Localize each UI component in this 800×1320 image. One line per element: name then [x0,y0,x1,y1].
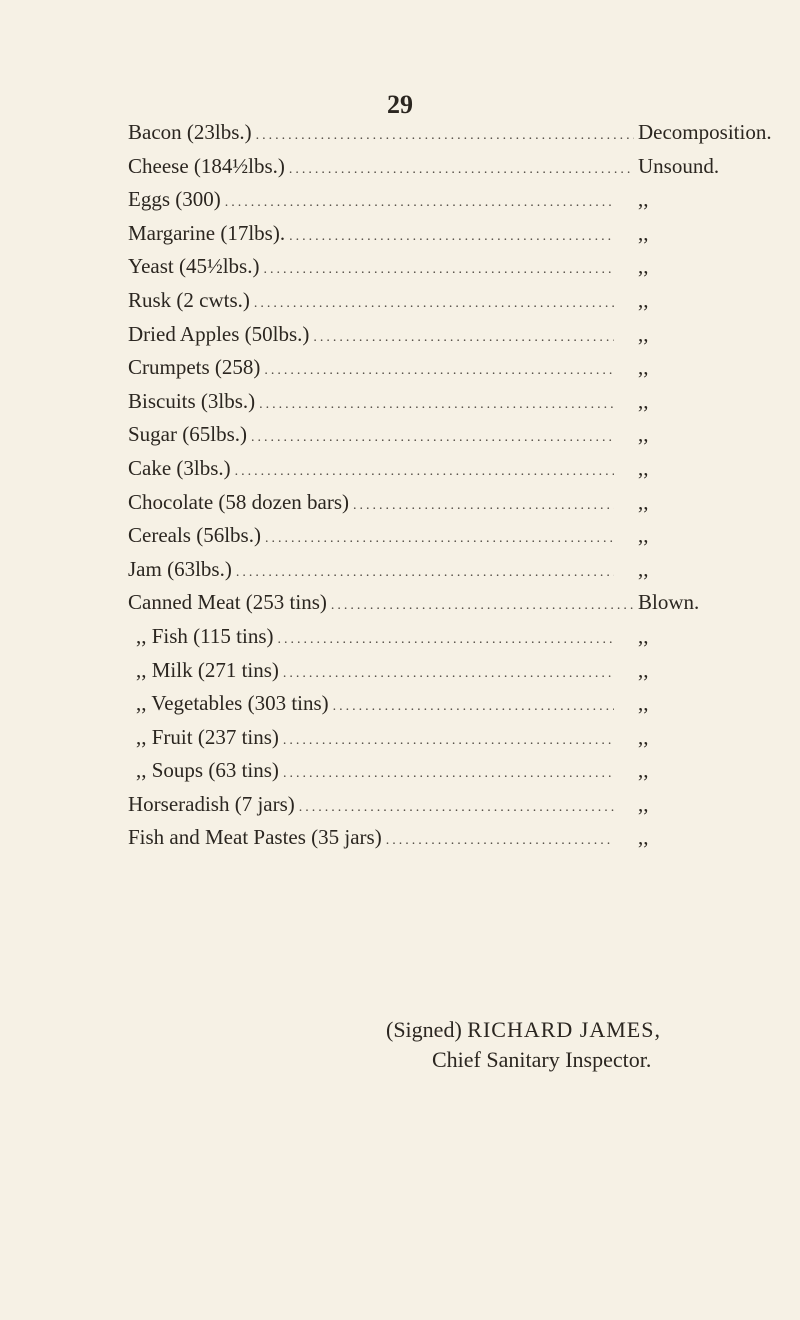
item-status: ,, [638,321,649,346]
item-name: ,, Vegetables (303 tins) [136,691,329,716]
dot-leader [265,531,614,547]
dot-leader [251,430,614,446]
item-name: Cake (3lbs.) [128,455,231,480]
dot-leader [235,464,614,480]
item-status: ,, [638,355,649,380]
item-name: Bacon (23lbs.) [128,120,252,144]
dot-leader [277,632,614,648]
item-status: ,, [638,791,649,816]
item-status: Blown. [638,590,700,615]
dot-leader [236,565,614,581]
item-name: Eggs (300) [128,187,221,212]
item-name: ,, Fruit (237 tins) [136,724,279,749]
item-name: Crumpets (258) [128,355,261,380]
signatory-name: RICHARD JAMES, [467,1017,661,1042]
item-status: ,, [638,758,649,783]
item-name: Biscuits (3lbs.) [128,388,256,413]
item-name: Horseradish (7 jars) [128,791,295,816]
list-item [128,658,788,692]
item-status: ,, [638,388,649,413]
item-name: Canned Meat (253 tins) [128,590,327,615]
page-number: 29 [387,90,413,119]
list-item [128,792,788,826]
list-item [128,322,788,356]
dot-leader [313,330,614,346]
item-name: Yeast (45½lbs.) [128,254,260,279]
dot-leader [333,699,614,715]
item-name: Cereals (56lbs.) [128,523,261,548]
item-status: ,, [638,187,649,212]
item-status: ,, [638,523,649,548]
list-item [128,691,788,725]
item-name: Sugar (65lbs.) [128,422,247,447]
dot-leader [225,195,614,211]
list-item [128,825,788,859]
dot-leader [331,598,634,614]
item-status: Decomposition. [638,120,772,144]
list-item [128,120,788,154]
item-name: Rusk (2 cwts.) [128,287,250,312]
item-status: ,, [638,287,649,312]
list-item [128,254,788,288]
item-name: Fish and Meat Pastes (35 jars) [128,825,382,850]
item-name: ,, Milk (271 tins) [136,657,279,682]
dot-leader [386,833,614,849]
list-item [128,490,788,524]
dot-leader [263,262,614,278]
list-item [128,590,788,624]
item-status: ,, [638,455,649,480]
condemned-foods-list [128,120,788,859]
list-item [128,154,788,188]
dot-leader [259,397,614,413]
item-name: Jam (63lbs.) [128,556,232,581]
list-item [128,758,788,792]
signature-prefix: (Signed) [386,1017,462,1042]
item-status: ,, [638,724,649,749]
signatory-title: Chief Sanitary Inspector. [432,1047,652,1072]
dot-leader [353,498,614,514]
item-status: ,, [638,220,649,245]
item-status: ,, [638,623,649,648]
item-name: Dried Apples (50lbs.) [128,321,310,346]
list-item [128,389,788,423]
list-item [128,422,788,456]
list-item [128,456,788,490]
dot-leader [264,363,614,379]
item-status: ,, [638,691,649,716]
item-status: ,, [638,657,649,682]
item-status: ,, [638,489,649,514]
item-status: ,, [638,556,649,581]
dot-leader [256,128,634,144]
dot-leader [283,766,614,782]
dot-leader [283,666,614,682]
list-item [128,355,788,389]
signature-block [386,1015,661,1075]
item-name: ,, Soups (63 tins) [136,758,279,783]
list-item [128,288,788,322]
dot-leader [289,162,634,178]
item-name: Margarine (17lbs). [128,220,286,245]
dot-leader [299,800,614,816]
item-status: Unsound. [638,153,720,178]
dot-leader [289,229,614,245]
dot-leader [283,733,614,749]
dot-leader [254,296,614,312]
item-status: ,, [638,254,649,279]
list-item [128,187,788,221]
list-item [128,557,788,591]
item-name: Chocolate (58 dozen bars) [128,489,350,514]
list-item [128,725,788,759]
list-item [128,523,788,557]
item-status: ,, [638,825,649,850]
item-name: ,, Fish (115 tins) [136,623,274,648]
signature-line [386,1015,661,1045]
item-name: Cheese (184½lbs.) [128,153,285,178]
item-status: ,, [638,422,649,447]
list-item [128,221,788,255]
list-item [128,624,788,658]
